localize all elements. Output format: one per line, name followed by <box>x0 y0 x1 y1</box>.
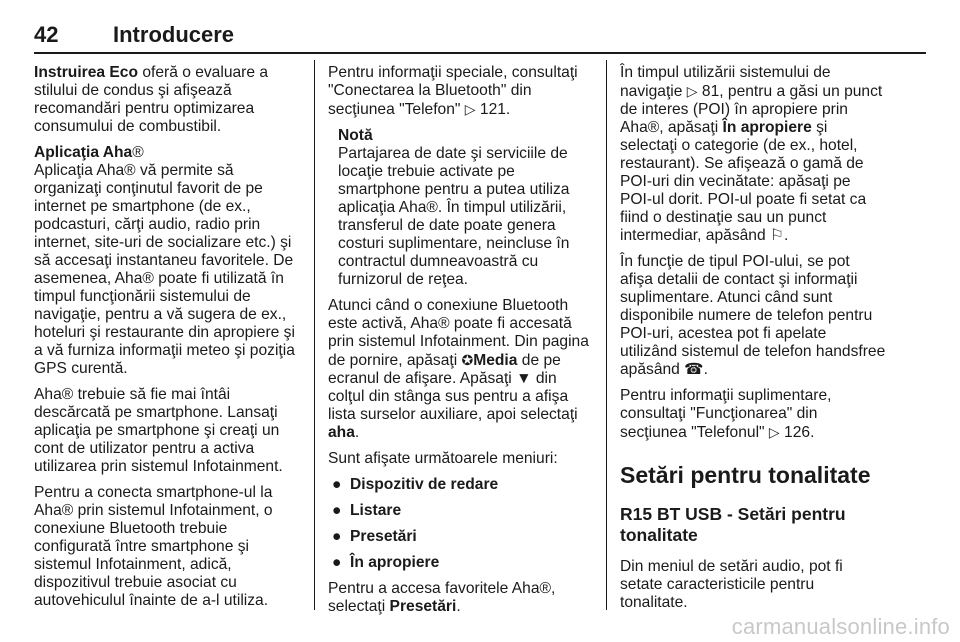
media-icon: ✪ <box>461 352 474 368</box>
menus-intro: Sunt afişate următoarele meniuri: <box>328 450 558 467</box>
note-block <box>338 127 592 289</box>
contact-paragraph: În funcţie de tipul POI-ului, se pot afişa detalii de contact şi informaţii suplimentare. Atunci când sunt disponibile numere de telefon pentru POI-uri, acestea pot fi apelate utilizând sistemul de telefon handsfree apăsând ☎. <box>620 253 886 378</box>
bullet-icon: ● <box>332 476 342 493</box>
watermark: carmanualsonline.info <box>731 614 950 639</box>
column-3 <box>620 64 886 620</box>
chapter-title: Introducere <box>113 22 235 47</box>
column-1 <box>34 64 302 618</box>
phone-icon: ☎ <box>684 361 704 378</box>
aha-intro-paragraph: Aplicaţia Aha® vă permite să organizaţi conţinutul favorit de pe internet pe smartphone (de ex., podcasturi, cărţi audio, radio prin internet, site-uri de socializare etc.) şi să accesaţi instantaneu favoritele. De asemenea, Aha® poate fi utilizată în timpul funcţionării sistemului de navigaţie, pentru a vă sugera de ex., hoteluri şi restaurante din apropiere şi a vă furniza informaţii meteo şi poziţia GPS curentă. <box>34 162 295 377</box>
page-header <box>34 0 926 50</box>
arrow-down-icon: ▼ <box>516 370 532 387</box>
column-2 <box>328 64 592 624</box>
poi-paragraph: În timpul utilizării sistemului de navigaţie ▷ 81, pentru a găsi un punct de interes (POI) în apropiere prin Aha®, apăsaţi În apropiere şi selectaţi o categorie (de ex., hotel, restaurant). Se afişează o gamă de POI-uri din vecinătate: apăsaţi pe POI-ul dorit. POI-ul poate fi setat ca fiind o destinaţie sau un punct intermediar, apăsând ⚐. <box>620 64 883 244</box>
aha-heading: Aplicaţia Aha <box>34 144 133 161</box>
phone-ref-paragraph: Pentru informaţii suplimentare, consultaţi "Funcţionarea" din secţiunea "Telefonul" ▷ 126. <box>620 387 832 441</box>
column-divider-1 <box>314 60 315 610</box>
aha-section: Aplicaţia Aha® <box>34 144 144 161</box>
note-text: Partajarea de date şi serviciile de locaţie trebuie activate pe smartphone pentru a putea utiliza aplicaţia Aha®. În timpul utilizării, transferul de date poate genera costuri suplimentare, neincluse în contractul dumneavoastră cu furnizorul de reţea. <box>338 145 570 288</box>
flag-icon: ⚐ <box>769 227 784 244</box>
bullet-icon: ● <box>332 502 342 519</box>
access-paragraph: Atunci când o conexiune Bluetooth este activă, Aha® poate fi accesată prin sistemul Infotainment. Din pagina de pornire, apăsaţi ✪Media de pe ecranul de afişare. Apăsaţi ▼ din colţul din stânga sus pentru a afişa lista surselor auxiliare, apoi selectaţi aha. <box>328 297 589 441</box>
favorites-paragraph: Pentru a accesa favoritele Aha®, selectaţi Presetări. <box>328 580 556 615</box>
page-ref-icon: ▷ <box>768 424 780 440</box>
aha-connect-paragraph: Pentru a conecta smartphone-ul la Aha® prin sistemul Infotainment, o conexiune Bluetooth trebuie configurată între smartphone şi sistemul Infotainment, adică, dispozitivul trebuie asociat cu autovehiculul înainte de a-l utiliza. <box>34 484 273 609</box>
note-title: Notă <box>338 127 373 144</box>
page-number: 42 <box>34 22 59 47</box>
tone-paragraph: Din meniul de setări audio, pot fi setate caracteristicile pentru tonalitate. <box>620 558 843 611</box>
list-item: ● În apropiere <box>332 554 440 571</box>
bluetooth-ref-paragraph: Pentru informaţii speciale, consultaţi "Conectarea la Bluetooth" din secţiunea "Telefon" ▷ 121. <box>328 64 578 118</box>
header-rule <box>34 52 926 54</box>
eco-paragraph: Instruirea Eco oferă o evaluare a stilului de condus şi afişează recomandări pentru optimizarea consumului de combustibil. <box>34 64 269 135</box>
page-ref-icon: ▷ <box>686 83 698 99</box>
bullet-icon: ● <box>332 554 342 571</box>
section-heading: Setări pentru tonalitate <box>620 462 871 488</box>
subsection-heading: R15 BT USB - Setări pentru tonalitate <box>620 504 846 545</box>
list-item: ● Listare <box>332 502 402 519</box>
bullet-icon: ● <box>332 528 342 545</box>
list-item: ● Presetări <box>332 528 417 545</box>
page-ref-icon: ▷ <box>464 101 476 117</box>
column-divider-2 <box>606 60 607 610</box>
list-item: ● Dispozitiv de redare <box>332 476 499 493</box>
menu-list <box>328 476 592 572</box>
aha-download-paragraph: Aha® trebuie să fie mai întâi descărcată pe smartphone. Lansaţi aplicaţia pe smartphone şi creaţi un cont de utilizator pentru a activa utilizarea prin sistemul Infotainment. <box>34 386 283 475</box>
